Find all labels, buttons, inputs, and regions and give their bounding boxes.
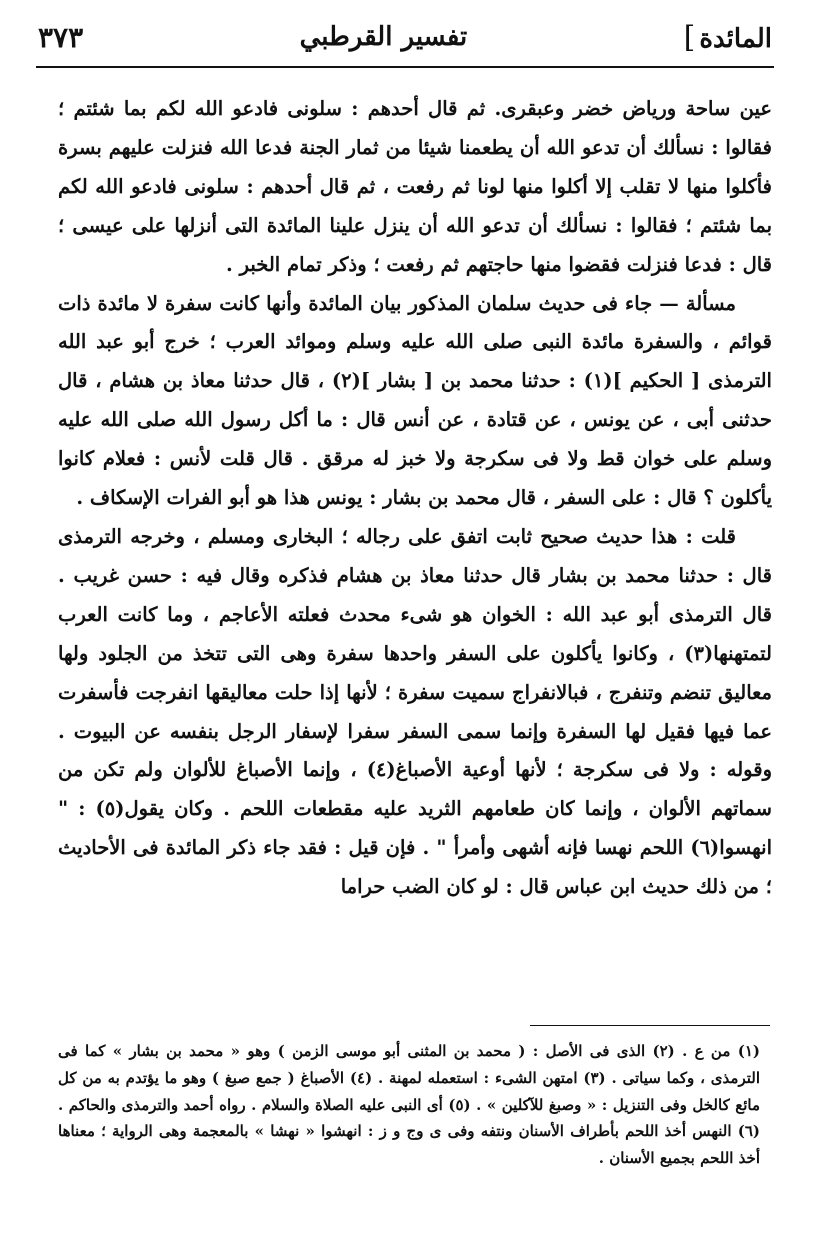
surah-name: المائدة xyxy=(699,23,772,54)
running-head-surah xyxy=(684,20,772,55)
page-number: ٣٧٣ xyxy=(38,20,84,54)
footnotes xyxy=(58,1038,760,1172)
footnote-text: (١) من ع . (٢) الذى فى الأصل : ( محمد بن المثنى أبو موسى الزمن ) وهو « محمد بن بشار » كما فى الترمذى ، وكما سياتى . (٣) امتهن الشىء : استعمله لمهنة . (٤) الأصباغ ( جمع صبغ ) وهو ما يؤتدم به من كل مائع كالخل وفى التنزيل : « وصبغ للآكلين » . (٥) أى النبى عليه الصلاة والسلام . رواه أحمد والترمذى والحاكم . (٦) النهس أخذ اللحم بأطراف الأسنان ونتفه وفى ى وج و ز : انهشوا « نهشا » بالمعجمة وهى الرواية ؛ معناها أخذ اللحم بجميع الأسنان . xyxy=(58,1042,761,1168)
footnote-rule xyxy=(530,1025,770,1026)
surah-bracket: ] xyxy=(683,19,696,55)
main-text xyxy=(58,90,772,907)
paragraph: قلت : هذا حديث صحيح ثابت اتفق على رجاله ؛ البخارى ومسلم ، وخرجه الترمذى قال : حدثنا محمد بن بشار قال حدثنا معاذ بن هشام فذكره وقال فيه : حسن غريب . قال الترمذى أبو عبد الله : الخوان هو شىء محدث فعلته الأعاجم ، وما كانت العرب لتمتهنها(٣) ، وكانوا يأكلون على السفر واحدها سفرة وهى التى تتخذ من الجلود ولها معاليق تنضم وتنفرج ، فبالانفراج سميت سفرة ؛ لأنها إذا حلت معاليقها انفرجت فأسفرت عما فيها فقيل لها السفرة وإنما سمى السفر سفرا لإسفار الرجل بنفسه عن البيوت . وقوله : ولا فى سكرجة ؛ لأنها أوعية الأصباغ(٤) ، وإنما الأصباغ للألوان ولم تكن من سماتهم الألوان ، وإنما كان طعامهم الثريد عليه مقطعات اللحم . وكان يقول(٥) : " انهسوا(٦) اللحم نهسا فإنه أشهى وأمرأ " . فإن قيل : فقد جاء ذكر المائدة فى الأحاديث ؛ من ذلك حديث ابن عباس قال : لو كان الضب حراما xyxy=(58,524,772,899)
paragraph: مسألة — جاء فى حديث سلمان المذكور بيان المائدة وأنها كانت سفرة لا مائدة ذات قوائم ، والسفرة مائدة النبى صلى الله عليه وسلم وموائد العرب ؛ خرج أبو عبد الله الترمذى [ الحكيم ](١) : حدثنا محمد بن [ بشار ](٢) ، قال حدثنا معاذ بن هشام ، قال حدثنى أبى ، عن يونس ، عن قتادة ، عن أنس قال : ما أكل رسول الله صلى الله عليه وسلم على خوان قط ولا فى سكرجة ولا خبز له مرقق . قال قلت لأنس : فعلام كانوا يأكلون ؟ قال : على السفر ، قال محمد بن بشار : يونس هذا هو أبو الفرات الإسكاف . xyxy=(58,291,772,510)
running-head-title: تفسير القرطبي xyxy=(299,22,468,52)
header-rule xyxy=(36,66,774,68)
paragraph: عين ساحة ورياض خضر وعبقرى. ثم قال أحدهم : سلونى فادعو الله لكم بما شئتم ؛ فقالوا : نسألك أن تدعو الله أن يطعمنا شيئا من ثمار الجنة فدعا الله فنزلت عليهم بسرة فأكلوا منها لا تقلب إلا أكلوا منها لونا ثم رفعت ، ثم قال أحدهم : سلونى فادعو الله لكم بما شئتم ؛ فقالوا : نسألك أن تدعو الله أن ينزل علينا المائدة التى أنزلها على عيسى ؛ قال : فدعا فنزلت فقضوا منها حاجتهم ثم رفعت ؛ وذكر تمام الخبر . xyxy=(58,97,772,276)
page-header xyxy=(38,14,772,60)
